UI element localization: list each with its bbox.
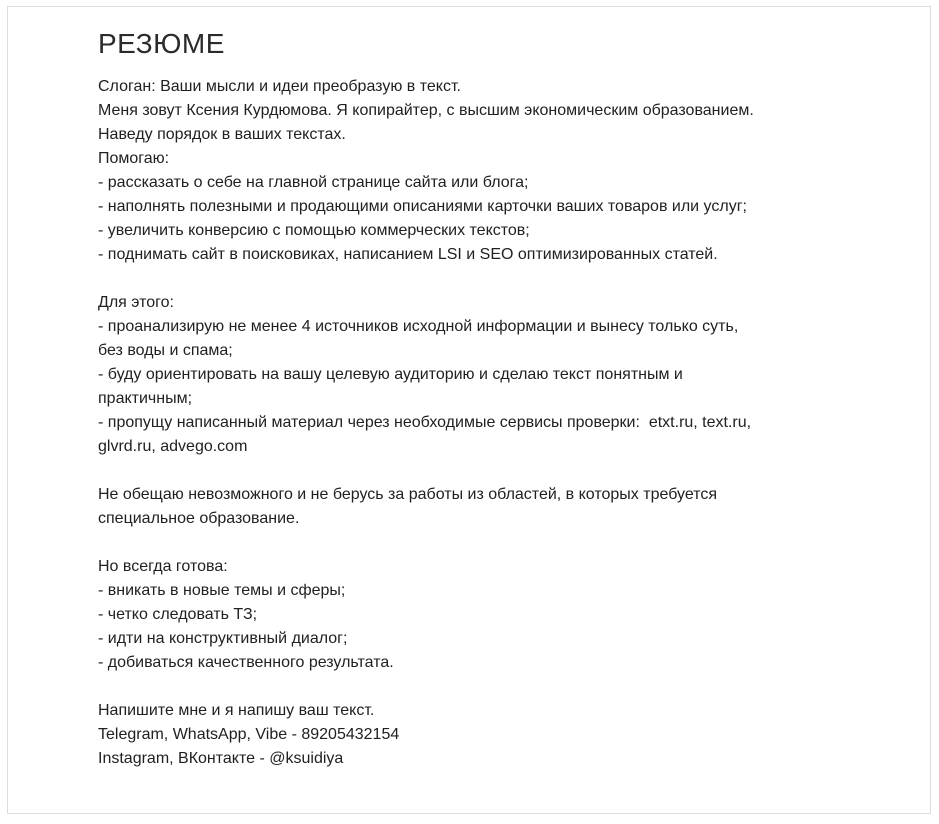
text-line: - рассказать о себе на главной странице сайта или блога; bbox=[98, 174, 529, 191]
text-line: glvrd.ru, advego.com bbox=[98, 438, 248, 455]
paragraph-contacts bbox=[98, 699, 890, 771]
text-line: Instagram, ВКонтакте - @ksuidiya bbox=[98, 750, 344, 767]
page-title: РЕЗЮМЕ bbox=[98, 28, 225, 59]
text-line: Напишите мне и я напишу ваш текст. bbox=[98, 702, 375, 719]
text-line: - идти на конструктивный диалог; bbox=[98, 630, 348, 647]
text-line: - наполнять полезными и продающими описаниями карточки ваших товаров или услуг; bbox=[98, 198, 747, 215]
paragraph-process bbox=[98, 291, 890, 459]
text-line: специальное образование. bbox=[98, 510, 300, 527]
paragraph-always-ready bbox=[98, 555, 890, 675]
paragraph-disclaimer bbox=[98, 483, 890, 531]
text-line: - вникать в новые темы и сферы; bbox=[98, 582, 346, 599]
text-line: Слоган: Ваши мысли и идеи преобразую в текст. bbox=[98, 78, 461, 95]
text-line: - четко следовать ТЗ; bbox=[98, 606, 258, 623]
text-line: - добиваться качественного результата. bbox=[98, 654, 394, 671]
text-line: Telegram, WhatsApp, Vibe - 89205432154 bbox=[98, 726, 400, 743]
text-line: Меня зовут Ксения Курдюмова. Я копирайтер, с высшим экономическим образованием. bbox=[98, 102, 754, 119]
text-line: - буду ориентировать на вашу целевую аудиторию и сделаю текст понятным и bbox=[98, 366, 683, 383]
resume-body bbox=[98, 75, 890, 771]
text-line: без воды и спама; bbox=[98, 342, 233, 359]
resume-page bbox=[7, 6, 931, 814]
text-line: Для этого: bbox=[98, 294, 174, 311]
text-line: - проанализирую не менее 4 источников исходной информации и вынесу только суть, bbox=[98, 318, 739, 335]
text-line: - поднимать сайт в поисковиках, написанием LSI и SEO оптимизированных статей. bbox=[98, 246, 718, 263]
text-line: Наведу порядок в ваших текстах. bbox=[98, 126, 346, 143]
text-line: Не обещаю невозможного и не берусь за работы из областей, в которых требуется bbox=[98, 486, 717, 503]
text-line: Помогаю: bbox=[98, 150, 170, 167]
paragraph-intro bbox=[98, 75, 890, 267]
text-line: практичным; bbox=[98, 390, 193, 407]
text-line: Но всегда готова: bbox=[98, 558, 228, 575]
text-line: - пропущу написанный материал через необходимые сервисы проверки: etxt.ru, text.ru, bbox=[98, 414, 752, 431]
text-line: - увеличить конверсию с помощью коммерческих текстов; bbox=[98, 222, 530, 239]
